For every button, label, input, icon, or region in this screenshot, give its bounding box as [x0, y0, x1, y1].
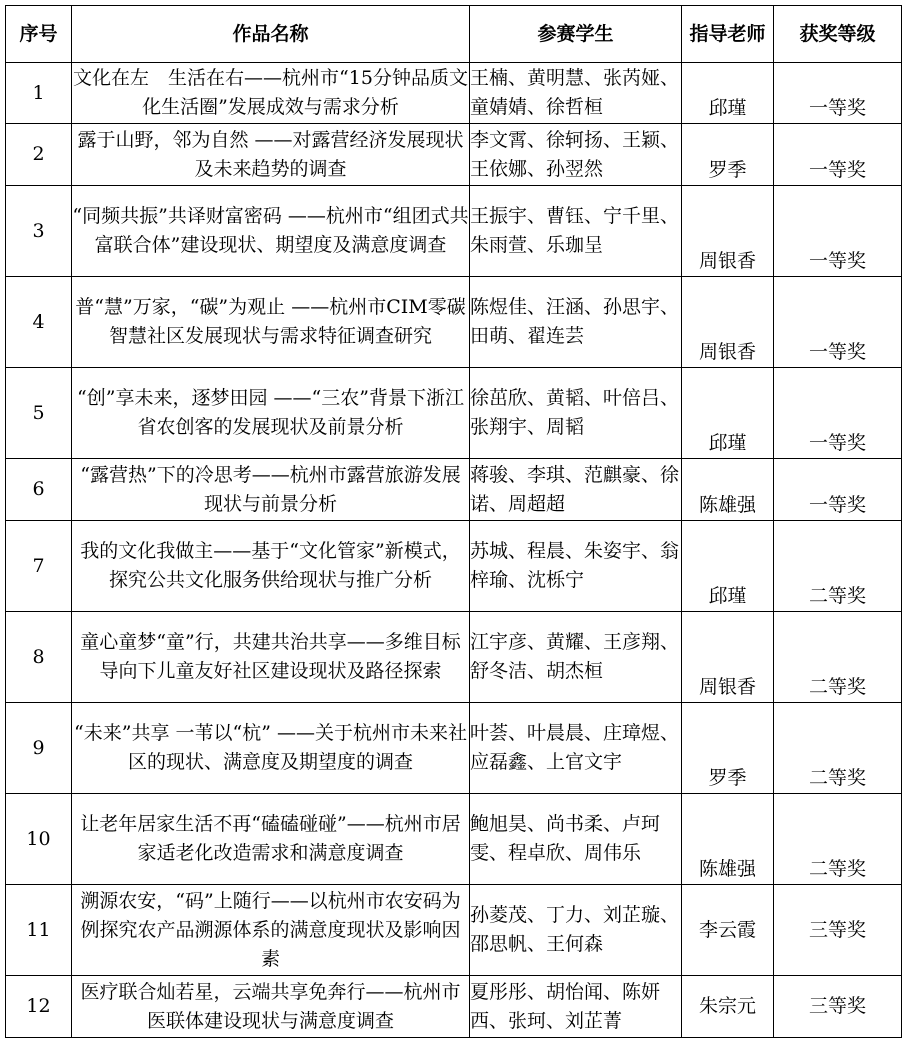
students: 孙菱茂、丁力、刘芷璇、邵思帆、王何森 [470, 885, 682, 976]
work-title: “创”享未来，逐梦田园 ——“三农”背景下浙江省农创客的发展现状及前景分析 [72, 368, 470, 459]
work-title: “露营热”下的冷思考——杭州市露营旅游发展现状与前景分析 [72, 459, 470, 521]
work-title: 溯源农安，“码”上随行——以杭州市农安码为例探究农产品溯源体系的满意度现状及影响因素 [72, 885, 470, 976]
table-row [6, 459, 902, 521]
teacher: 李云霞 [682, 885, 774, 976]
header-teacher: 指导老师 [682, 6, 774, 63]
row-index: 9 [6, 703, 72, 794]
header-students: 参赛学生 [470, 6, 682, 63]
header-title: 作品名称 [72, 6, 470, 63]
work-title: “未来”共享 一苇以“杭” ——关于杭州市未来社区的现状、满意度及期望度的调查 [72, 703, 470, 794]
table-row [6, 186, 902, 277]
teacher: 罗季 [682, 703, 774, 794]
teacher: 周银香 [682, 186, 774, 277]
teacher: 陈雄强 [682, 794, 774, 885]
award-level: 一等奖 [774, 277, 902, 368]
row-index: 2 [6, 124, 72, 186]
header-row [6, 6, 902, 63]
teacher: 邱瑾 [682, 368, 774, 459]
table-row [6, 885, 902, 976]
header-level: 获奖等级 [774, 6, 902, 63]
work-title: 让老年居家生活不再“磕磕碰碰”——杭州市居家适老化改造需求和满意度调查 [72, 794, 470, 885]
teacher: 邱瑾 [682, 63, 774, 124]
row-index: 3 [6, 186, 72, 277]
table-row [6, 703, 902, 794]
row-index: 1 [6, 63, 72, 124]
students: 江宇彦、黄耀、王彦翔、舒冬洁、胡杰桓 [470, 612, 682, 703]
award-level: 二等奖 [774, 521, 902, 612]
work-title: 普“慧”万家，“碳”为观止 ——杭州市CIM零碳智慧社区发展现状与需求特征调查研究 [72, 277, 470, 368]
students: 夏彤彤、胡怡闻、陈妍西、张珂、刘芷菁 [470, 976, 682, 1038]
work-title: 文化在左 生活在右——杭州市“15分钟品质文化生活圈”发展成效与需求分析 [72, 63, 470, 124]
work-title: 露于山野，邻为自然 ——对露营经济发展现状及未来趋势的调查 [72, 124, 470, 186]
work-title: 医疗联合灿若星，云端共享免奔行——杭州市医联体建设现状与满意度调查 [72, 976, 470, 1038]
row-index: 8 [6, 612, 72, 703]
table-row [6, 277, 902, 368]
students: 陈煜佳、汪涵、孙思宇、田萌、翟连芸 [470, 277, 682, 368]
award-level: 三等奖 [774, 976, 902, 1038]
students: 蒋骏、李琪、范麒豪、徐诺、周超超 [470, 459, 682, 521]
row-index: 4 [6, 277, 72, 368]
teacher: 邱瑾 [682, 521, 774, 612]
teacher: 朱宗元 [682, 976, 774, 1038]
awards-table [5, 5, 902, 1038]
row-index: 12 [6, 976, 72, 1038]
work-title: “同频共振”共译财富密码 ——杭州市“组团式共富联合体”建设现状、期望度及满意度调查 [72, 186, 470, 277]
table-row [6, 794, 902, 885]
row-index: 5 [6, 368, 72, 459]
award-level: 一等奖 [774, 186, 902, 277]
row-index: 7 [6, 521, 72, 612]
award-level: 二等奖 [774, 794, 902, 885]
award-level: 一等奖 [774, 63, 902, 124]
award-level: 一等奖 [774, 368, 902, 459]
students: 徐茁欣、黄韬、叶倍吕、张翔宇、周韬 [470, 368, 682, 459]
teacher: 罗季 [682, 124, 774, 186]
award-level: 二等奖 [774, 612, 902, 703]
row-index: 6 [6, 459, 72, 521]
students: 苏城、程晨、朱姿宇、翁梓瑜、沈栎宁 [470, 521, 682, 612]
table-row [6, 976, 902, 1038]
students: 王振宇、曹钰、宁千里、朱雨萱、乐珈呈 [470, 186, 682, 277]
table-row [6, 124, 902, 186]
row-index: 10 [6, 794, 72, 885]
table-row [6, 612, 902, 703]
table-row [6, 521, 902, 612]
award-level: 三等奖 [774, 885, 902, 976]
row-index: 11 [6, 885, 72, 976]
students: 鲍旭昊、尚书柔、卢珂雯、程卓欣、周伟乐 [470, 794, 682, 885]
work-title: 我的文化我做主——基于“文化管家”新模式，探究公共文化服务供给现状与推广分析 [72, 521, 470, 612]
students: 叶荟、叶晨晨、庄璋煜、应磊鑫、上官文宇 [470, 703, 682, 794]
table-row [6, 368, 902, 459]
table-row [6, 63, 902, 124]
teacher: 周银香 [682, 277, 774, 368]
award-level: 一等奖 [774, 124, 902, 186]
work-title: 童心童梦“童”行，共建共治共享——多维目标导向下儿童友好社区建设现状及路径探索 [72, 612, 470, 703]
header-index: 序号 [6, 6, 72, 63]
teacher: 陈雄强 [682, 459, 774, 521]
students: 王楠、黄明慧、张芮娅、童婧婧、徐哲桓 [470, 63, 682, 124]
award-level: 二等奖 [774, 703, 902, 794]
students: 李文霄、徐轲扬、王颖、王依娜、孙翌然 [470, 124, 682, 186]
award-level: 一等奖 [774, 459, 902, 521]
teacher: 周银香 [682, 612, 774, 703]
